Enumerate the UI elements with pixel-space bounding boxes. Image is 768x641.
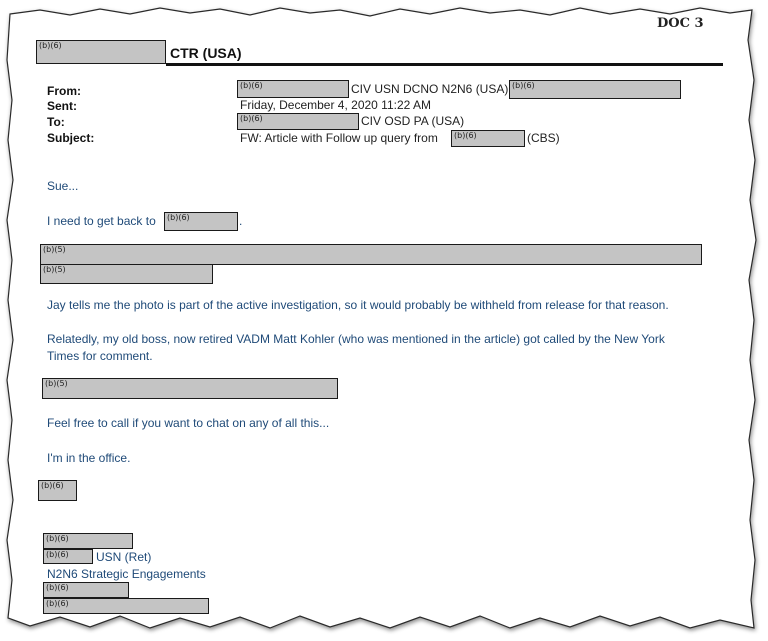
signature-org: N2N6 Strategic Engagements — [47, 567, 206, 581]
subject-prefix: FW: Article with Follow up query from — [240, 131, 438, 145]
redaction-code: (b)(6) — [240, 114, 263, 123]
to-label: To: — [47, 115, 65, 129]
redaction-b5-block-1 — [40, 244, 702, 265]
redaction-code: (b)(6) — [46, 550, 69, 559]
redaction-b5-block-3 — [42, 378, 338, 399]
from-value: CIV USN DCNO N2N6 (USA) — [351, 82, 509, 96]
redaction-sig-name — [43, 533, 133, 549]
redaction-line1-name — [164, 212, 238, 231]
redaction-code: (b)(5) — [43, 265, 66, 274]
body-para2a: Relatedly, my old boss, now retired VADM Matt Kohler (who was mentioned in the article) got called by the New York — [47, 332, 665, 346]
redaction-code: (b)(6) — [512, 81, 535, 90]
redaction-code: (b)(6) — [240, 81, 263, 90]
redaction-code: (b)(5) — [43, 245, 66, 254]
redaction-code: (b)(6) — [454, 131, 477, 140]
body-para1: Jay tells me the photo is part of the active investigation, so it would probably be withheld from release for that reason. — [47, 298, 669, 312]
redaction-code: (b)(6) — [39, 41, 62, 50]
redaction-title-name — [36, 40, 166, 64]
from-label: From: — [47, 84, 81, 98]
body-para2b: Times for comment. — [47, 349, 153, 363]
sent-label: Sent: — [47, 99, 77, 113]
subject-suffix: (CBS) — [527, 131, 560, 145]
redaction-sender-initial — [38, 480, 77, 501]
redaction-code: (b)(6) — [46, 534, 69, 543]
redaction-from-name — [237, 80, 349, 98]
redaction-code: (b)(6) — [167, 213, 190, 222]
body-para4: I'm in the office. — [47, 451, 131, 465]
title-rule — [166, 63, 723, 66]
body-para3: Feel free to call if you want to chat on any of all this... — [47, 416, 330, 430]
body-line1: I need to get back to — [47, 214, 156, 228]
redaction-code: (b)(6) — [46, 583, 69, 592]
redaction-to-name — [237, 113, 359, 130]
sent-value: Friday, December 4, 2020 11:22 AM — [240, 98, 431, 112]
redaction-b5-block-2 — [40, 264, 213, 284]
redaction-sig-title — [43, 549, 93, 564]
to-value: CIV OSD PA (USA) — [361, 114, 465, 128]
document-label: DOC 3 — [657, 16, 704, 31]
subject-label: Subject: — [47, 131, 95, 145]
redaction-from-email — [509, 80, 681, 99]
redaction-code: (b)(5) — [45, 379, 68, 388]
redaction-sig-email — [43, 598, 209, 614]
body-line1-end: . — [239, 214, 243, 228]
title-suffix: CTR (USA) — [170, 45, 242, 61]
signature-rank: USN (Ret) — [96, 550, 152, 564]
redaction-code: (b)(6) — [41, 481, 64, 490]
greeting: Sue... — [47, 179, 79, 193]
redaction-sig-phone — [43, 582, 129, 598]
redaction-subject-name — [451, 130, 525, 147]
redaction-code: (b)(6) — [46, 599, 69, 608]
